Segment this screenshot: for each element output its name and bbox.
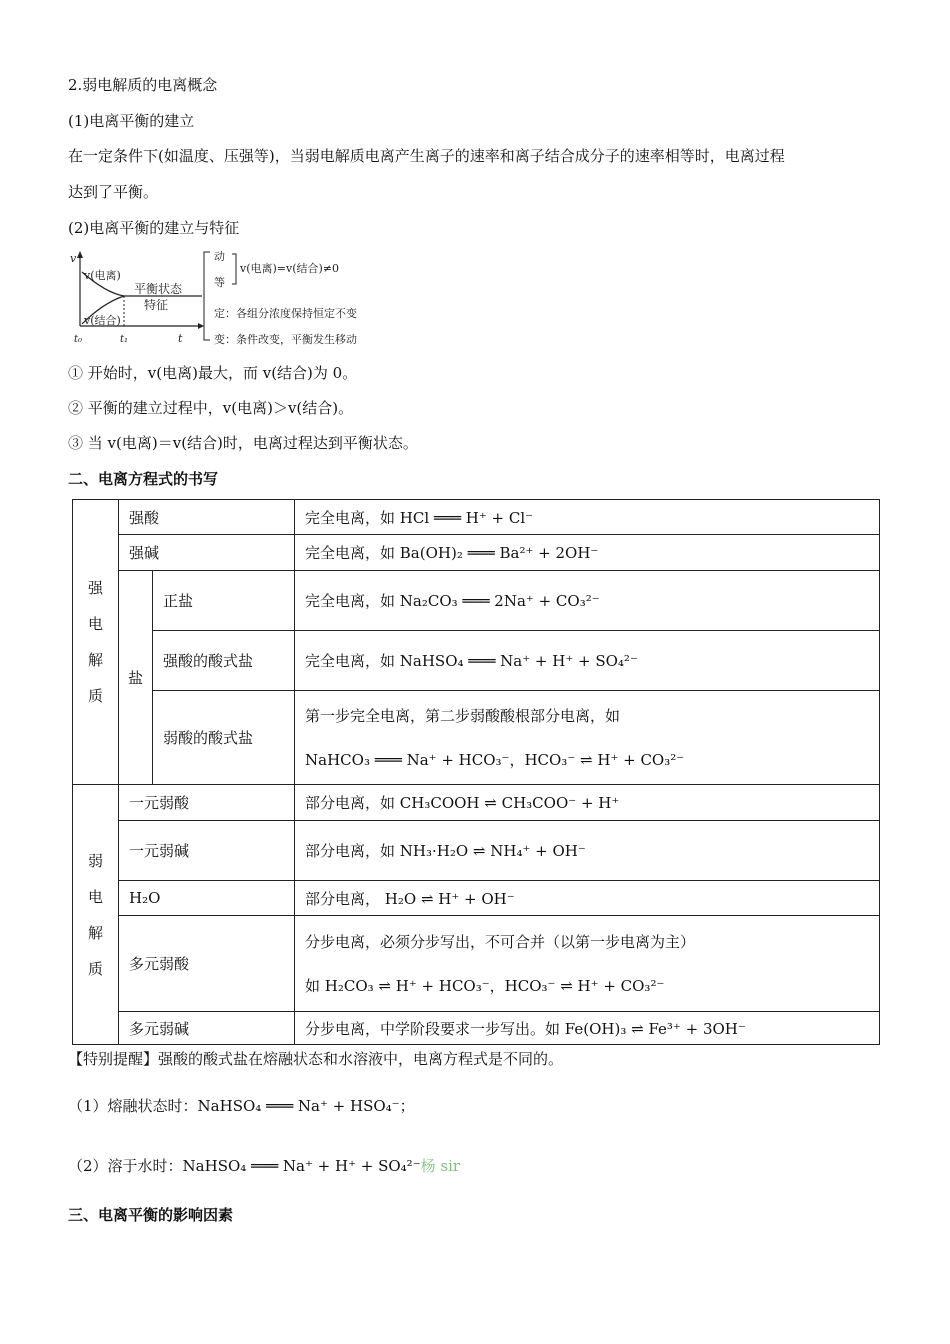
table-row bbox=[73, 691, 880, 785]
feature-deng: 等 bbox=[214, 276, 225, 289]
table-row bbox=[73, 500, 880, 535]
row-name-water: H₂O bbox=[119, 881, 295, 916]
curve-upper-label: v(电离) bbox=[84, 269, 121, 282]
row-desc-weak-acid-salt bbox=[295, 691, 880, 785]
feature-brace bbox=[204, 252, 210, 340]
table-row bbox=[73, 1012, 880, 1045]
point-3: ③ 当 v(电离)＝v(结合)时，电离过程达到平衡状态。 bbox=[68, 434, 418, 452]
feature-dong: 动 bbox=[214, 250, 225, 263]
table-row bbox=[73, 571, 880, 631]
row-name-weak-polyacid: 多元弱酸 bbox=[119, 916, 295, 1012]
row-name-weak-monoacid: 一元弱酸 bbox=[119, 785, 295, 821]
section-two-title: 二、电离方程式的书写 bbox=[68, 470, 219, 488]
point-2: ② 平衡的建立过程中，v(电离)＞v(结合)。 bbox=[68, 399, 354, 417]
weak-electrolyte-cell bbox=[73, 785, 119, 1045]
tip-line-2-text: （2）溶于水时：NaHSO₄ ═══ Na⁺ + H⁺ + SO₄²⁻ bbox=[68, 1157, 421, 1175]
balance-state-label: 平衡状态 bbox=[134, 282, 183, 296]
weak-polyacid-desc-line1: 分步电离，必须分步写出，不可合并（以第一步电离为主） bbox=[305, 932, 696, 951]
row-desc-strong-acid-salt: 完全电离，如 NaHSO₄ ═══ Na⁺ + H⁺ + SO₄²⁻ bbox=[295, 631, 880, 691]
dong-deng-brace bbox=[232, 254, 236, 284]
t1-label: t₁ bbox=[120, 334, 129, 345]
weak-acid-salt-desc-line1: 第一步完全电离，第二步弱酸酸根部分电离，如 bbox=[305, 706, 621, 725]
equilibrium-figure bbox=[68, 246, 398, 348]
table-row bbox=[73, 916, 880, 1012]
weak-polyacid-desc-line2: 如 H₂CO₃ ⇌ H⁺ + HCO₃⁻，HCO₃⁻ ⇌ H⁺ + CO₃²⁻ bbox=[305, 976, 665, 995]
section-three-title: 三、电离平衡的影响因素 bbox=[68, 1206, 234, 1224]
row-name-strong-acid-salt: 强酸的酸式盐 bbox=[153, 631, 295, 691]
weak-electrolyte-label: 弱电解质 bbox=[87, 851, 103, 978]
table-row bbox=[73, 881, 880, 916]
row-name-weak-polybase: 多元弱碱 bbox=[119, 1012, 295, 1045]
table-row bbox=[73, 785, 880, 821]
ionization-equation-table bbox=[72, 499, 880, 1045]
row-desc-weak-monoacid: 部分电离，如 CH₃COOH ⇌ CH₃COO⁻ + H⁺ bbox=[295, 785, 880, 821]
subsection-2-title: (2)电离平衡的建立与特征 bbox=[68, 219, 240, 237]
paragraph-line-1: 在一定条件下(如温度、压强等)，当弱电解质电离产生离子的速率和离子结合成分子的速率相等时，电离过程 bbox=[68, 147, 785, 165]
row-desc-strong-acid: 完全电离，如 HCl ═══ H⁺ + Cl⁻ bbox=[295, 500, 880, 535]
paragraph-line-2: 达到了平衡。 bbox=[68, 183, 159, 201]
strong-electrolyte-cell bbox=[73, 500, 119, 785]
row-name-weak-acid-salt: 弱酸的酸式盐 bbox=[153, 691, 295, 785]
salt-cell: 盐 bbox=[119, 571, 153, 785]
feature-bian: 变：条件改变，平衡发生移动 bbox=[214, 333, 357, 346]
tip-line-2 bbox=[68, 1155, 460, 1177]
curve-lower-label: v(结合) bbox=[84, 314, 121, 327]
y-axis-label: v bbox=[70, 252, 77, 265]
watermark-mark: 杨 sir bbox=[420, 1157, 461, 1175]
feature-ding: 定：各组分浓度保持恒定不变 bbox=[214, 307, 357, 320]
row-name-normal-salt: 正盐 bbox=[153, 571, 295, 631]
strong-electrolyte-label: 强电解质 bbox=[87, 579, 103, 705]
row-name-weak-monobase: 一元弱碱 bbox=[119, 821, 295, 881]
section-2-title: 2.弱电解质的电离概念 bbox=[68, 76, 218, 94]
row-desc-weak-polybase: 分步电离，中学阶段要求一步写出。如 Fe(OH)₃ ⇌ Fe³⁺ + 3OH⁻ bbox=[295, 1012, 880, 1045]
row-desc-strong-base: 完全电离，如 Ba(OH)₂ ═══ Ba²⁺ + 2OH⁻ bbox=[295, 535, 880, 571]
row-name-strong-acid: 强酸 bbox=[119, 500, 295, 535]
row-desc-normal-salt: 完全电离，如 Na₂CO₃ ═══ 2Na⁺ + CO₃²⁻ bbox=[295, 571, 880, 631]
feature-label: 特征 bbox=[144, 298, 169, 312]
t0-label: t₀ bbox=[74, 334, 83, 345]
y-axis-arrow bbox=[77, 251, 83, 258]
table-row bbox=[73, 535, 880, 571]
dong-deng-note: v(电离)=v(结合)≠0 bbox=[240, 262, 340, 275]
tip-line-1: （1）熔融状态时：NaHSO₄ ═══ Na⁺ + HSO₄⁻； bbox=[68, 1097, 415, 1115]
row-name-strong-base: 强碱 bbox=[119, 535, 295, 571]
point-1: ① 开始时，v(电离)最大，而 v(结合)为 0。 bbox=[68, 364, 358, 382]
row-desc-weak-monobase: 部分电离，如 NH₃·H₂O ⇌ NH₄⁺ + OH⁻ bbox=[295, 821, 880, 881]
special-tip: 【特别提醒】强酸的酸式盐在熔融状态和水溶液中，电离方程式是不同的。 bbox=[68, 1050, 564, 1068]
x-axis-label: t bbox=[178, 332, 183, 345]
table-row bbox=[73, 821, 880, 881]
row-desc-weak-polyacid bbox=[295, 916, 880, 1012]
subsection-1-title: (1)电离平衡的建立 bbox=[68, 112, 195, 130]
weak-acid-salt-desc-line2: NaHCO₃ ═══ Na⁺ + HCO₃⁻，HCO₃⁻ ⇌ H⁺ + CO₃²⁻ bbox=[305, 750, 685, 769]
x-axis-arrow bbox=[198, 323, 204, 329]
row-desc-water: 部分电离， H₂O ⇌ H⁺ + OH⁻ bbox=[295, 881, 880, 916]
table-row bbox=[73, 631, 880, 691]
